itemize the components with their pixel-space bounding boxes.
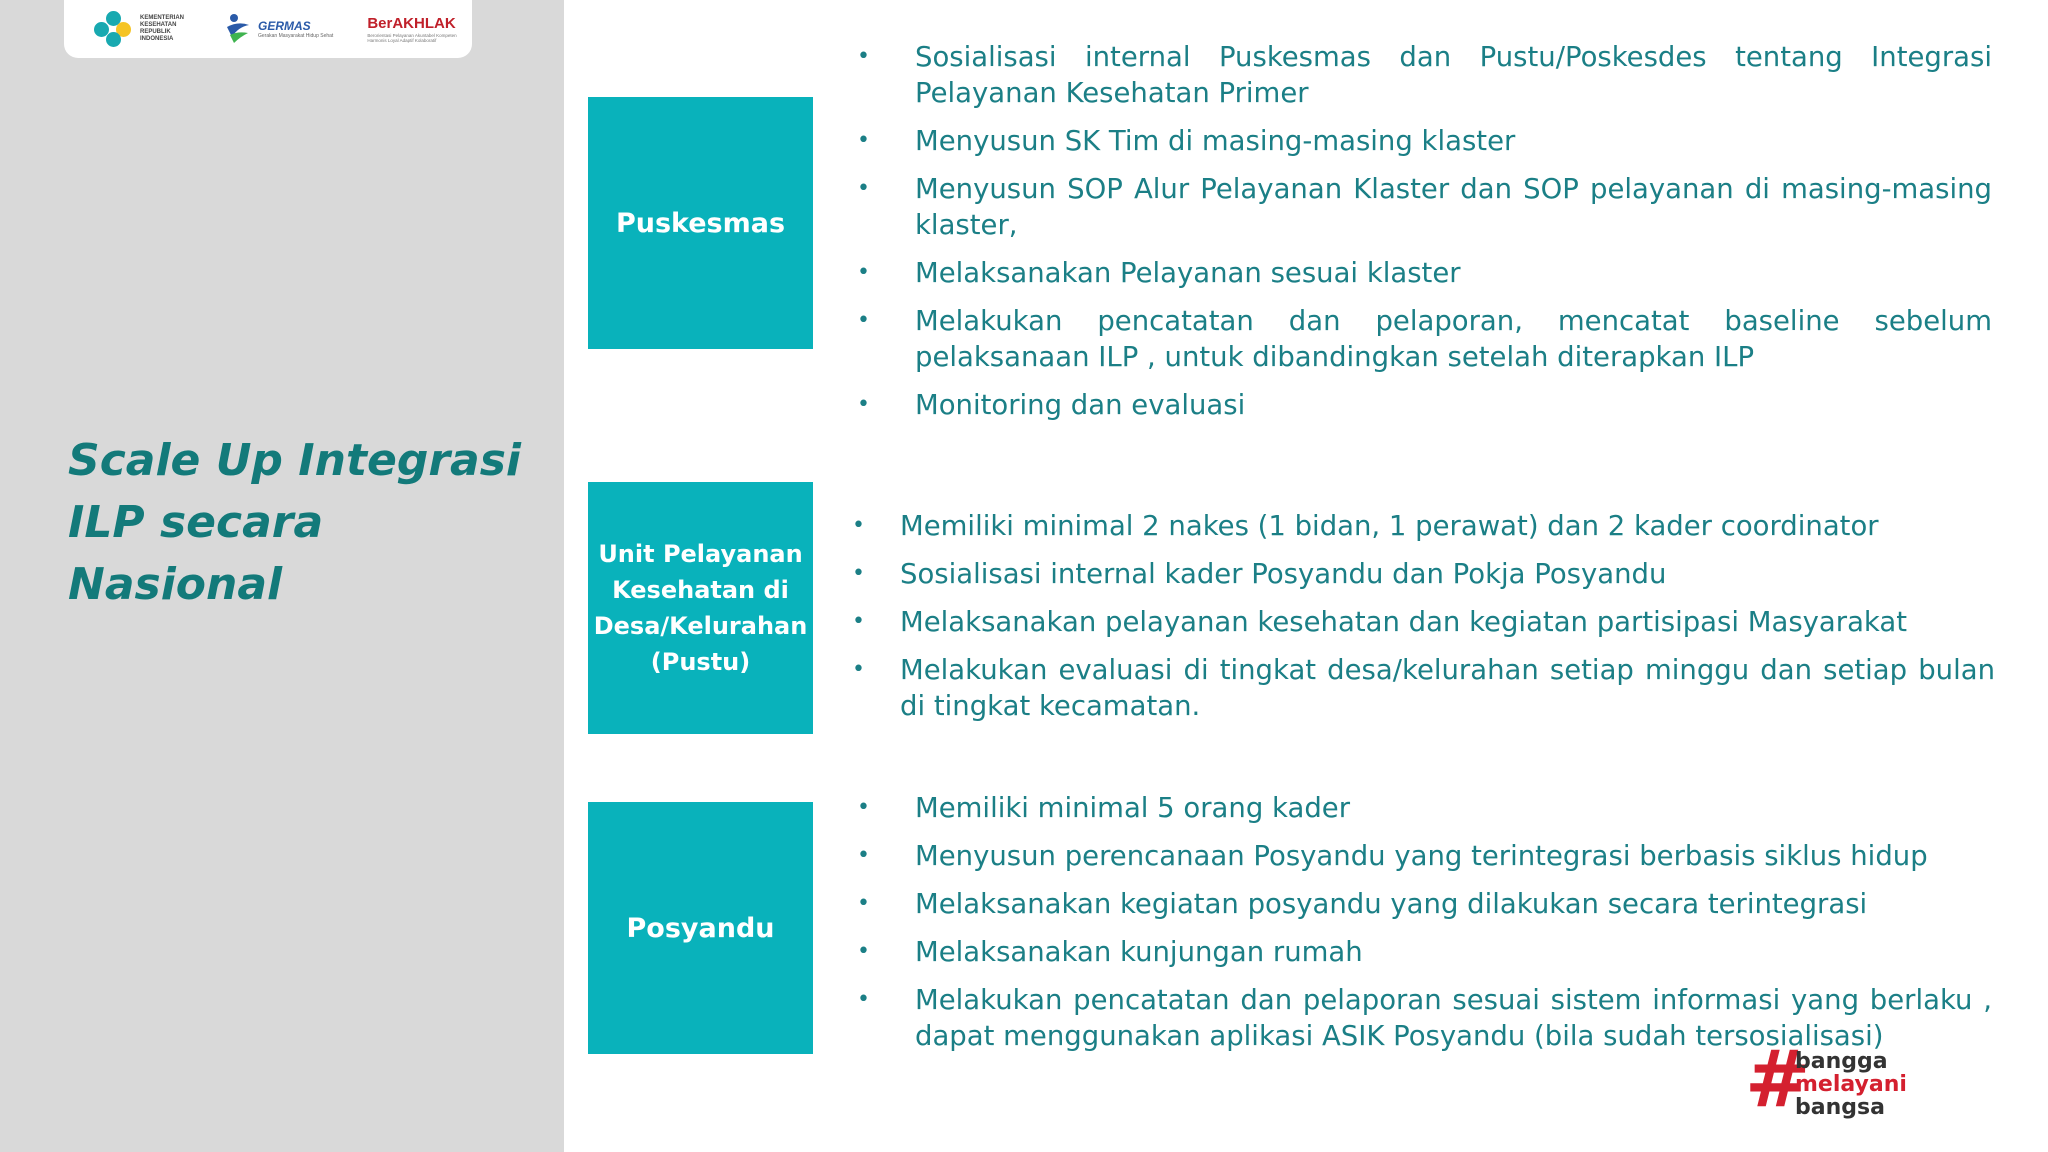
sidebar-panel [0, 0, 564, 1152]
hashtag-icon: # [1745, 1035, 1811, 1125]
posyandu-bullet-list [915, 790, 1992, 1066]
list-item: • Melaksanakan pelayanan kesehatan dan kegiatan partisipasi Masyarakat [900, 604, 1995, 640]
list-item: • Sosialisasi internal Puskesmas dan Pustu/Poskesdes tentang Integrasi Pelayanan Kesehatan Primer [915, 39, 1992, 111]
germas-mark-icon [224, 13, 252, 45]
list-item: • Melakukan pencatatan dan pelaporan, mencatat baseline sebelum pelaksanaan ILP , untuk dibandingkan setelah diterapkan ILP [915, 303, 1992, 375]
puskesmas-bullet-list [915, 39, 1992, 435]
kemenkes-mark-icon [94, 11, 134, 47]
list-item: • Melakukan pencatatan dan pelaporan sesuai sistem informasi yang berlaku , dapat menggunakan aplikasi ASIK Posyandu (bila sudah tersosialisasi) [915, 982, 1992, 1054]
bangga-melayani-bangsa-logo [1745, 1035, 1907, 1125]
page-title [68, 430, 548, 616]
berakhlak-logo-subtext: Berorientasi Pelayanan Akuntabel Kompeten Harmonis Loyal Adaptif Kolaboratif [367, 33, 457, 43]
germas-logo [224, 13, 333, 45]
list-item: • Melakukan evaluasi di tingkat desa/kelurahan setiap minggu dan setiap bulan di tingkat kecamatan. [900, 652, 1995, 724]
berakhlak-logo [367, 15, 467, 43]
tagline-words [1795, 1050, 1907, 1119]
list-item: • Melaksanakan Pelayanan sesuai klaster [915, 255, 1992, 291]
list-item: • Memiliki minimal 2 nakes (1 bidan, 1 perawat) dan 2 kader coordinator [900, 508, 1995, 544]
kemenkes-logo-text: KEMENTERIAN KESEHATAN REPUBLIK INDONESIA [140, 15, 185, 42]
list-item: • Melaksanakan kegiatan posyandu yang dilakukan secara terintegrasi [915, 886, 1992, 922]
section-label-pustu [588, 482, 813, 734]
list-item: • Menyusun SK Tim di masing-masing klaster [915, 123, 1992, 159]
pustu-bullet-list [900, 508, 1995, 736]
list-item: • Sosialisasi internal kader Posyandu dan Pokja Posyandu [900, 556, 1995, 592]
section-label-text: Unit Pelayanan Kesehatan di Desa/Kelurahan (Pustu) [593, 540, 808, 676]
page-title-line-2: ILP secara Nasional [68, 497, 324, 610]
logo-bar [64, 0, 472, 58]
tagline-word-3: bangsa [1795, 1095, 1885, 1120]
list-item: • Menyusun SOP Alur Pelayanan Klaster dan SOP pelayanan di masing-masing klaster, [915, 171, 1992, 243]
list-item: • Memiliki minimal 5 orang kader [915, 790, 1992, 826]
tagline-word-2: melayani [1795, 1072, 1907, 1097]
section-label-text: Puskesmas [615, 207, 786, 239]
germas-logo-text: GERMAS [258, 19, 311, 33]
page-title-line-1: Scale Up Integrasi [68, 435, 521, 486]
kemenkes-logo [94, 11, 190, 47]
germas-logo-subtext: Gerakan Masyarakat Hidup Sehat [258, 33, 334, 39]
list-item: • Monitoring dan evaluasi [915, 387, 1992, 423]
tagline-word-1: bangga [1795, 1049, 1888, 1074]
section-label-posyandu [588, 802, 813, 1054]
section-label-puskesmas [588, 97, 813, 349]
list-item: • Melaksanakan kunjungan rumah [915, 934, 1992, 970]
section-label-text: Posyandu [626, 912, 775, 944]
list-item: • Menyusun perencanaan Posyandu yang terintegrasi berbasis siklus hidup [915, 838, 1992, 874]
berakhlak-logo-text: BerAKHLAK [367, 15, 456, 32]
